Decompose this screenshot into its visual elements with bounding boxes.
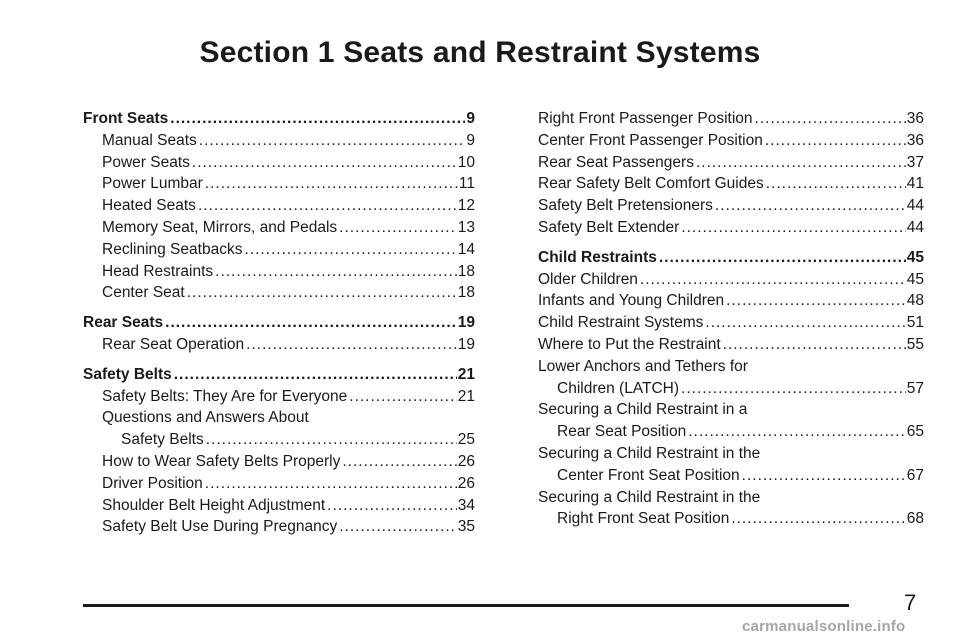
toc-entry-continuation[interactable] [538,421,924,443]
section-title: Section 1 Seats and Restraint Systems [199,36,761,69]
toc-page: 45 [906,248,924,266]
toc-page: 35 [457,518,475,536]
toc-entry[interactable] [538,173,924,195]
toc-entry[interactable] [83,239,475,261]
toc-label: Rear Seat Operation [102,335,245,353]
toc-entry-line[interactable]: Securing a Child Restraint in the [538,444,761,462]
toc-label: Rear Seats [83,314,164,332]
toc-entry-line[interactable]: Lower Anchors and Tethers for [538,357,748,375]
toc-page: 18 [457,284,475,302]
toc-label: Driver Position [102,474,203,492]
toc-heading[interactable] [83,108,475,130]
toc-entry-line[interactable]: Securing a Child Restraint in the [538,488,761,506]
toc-label: Reclining Seatbacks [102,240,243,258]
toc-entry-line[interactable]: Questions and Answers About [102,409,309,427]
toc-entry[interactable] [83,334,475,356]
toc-page: 21 [457,365,475,383]
toc-entry[interactable] [538,312,924,334]
toc-page: 18 [457,262,475,280]
toc-page: 65 [906,423,924,441]
toc-entry[interactable] [83,473,475,495]
toc-entry[interactable] [83,195,475,217]
toc-entry-continuation[interactable] [538,508,924,530]
toc-label: Center Seat [102,284,185,302]
toc-label: Shoulder Belt Height Adjustment [102,496,326,514]
toc-entry-line[interactable]: Securing a Child Restraint in a [538,401,748,419]
toc-label: Safety Belt Use During Pregnancy [102,518,338,536]
toc-entry[interactable] [538,152,924,174]
toc-entry[interactable] [83,386,475,408]
toc-entry[interactable] [83,130,475,152]
toc-label: How to Wear Safety Belts Properly [102,452,341,470]
toc-label: Heated Seats [102,197,196,215]
toc-label: Safety Belt Extender [538,218,680,236]
toc-label: Front Seats [83,110,169,127]
toc-label: Manual Seats [102,131,197,149]
toc-label: Children (LATCH) [557,379,680,397]
toc-entry-continuation[interactable] [538,378,924,400]
toc-heading[interactable] [83,312,475,334]
toc-page: 21 [457,387,475,405]
toc-label: Rear Seat Position [557,423,687,441]
toc-page: 19 [457,335,475,353]
toc-page: 51 [906,314,924,332]
toc-label: Center Front Passenger Position [538,131,763,149]
toc-page: 9 [466,131,475,149]
page-number: 7 [904,590,917,615]
toc-page: 55 [906,335,924,353]
toc-entry-continuation[interactable] [538,465,924,487]
toc-label: Power Lumbar [102,175,203,193]
toc-entry[interactable] [538,269,924,291]
toc-page: 48 [906,292,924,310]
toc-entry[interactable] [83,516,475,538]
toc-label: Power Seats [102,153,190,171]
toc-page: 68 [906,510,924,528]
toc-label: Center Front Seat Position [557,466,740,484]
toc-page: 45 [906,270,924,288]
toc-label: Older Children [538,270,638,288]
toc-page: 11 [458,175,475,193]
toc-label: Memory Seat, Mirrors, and Pedals [102,218,338,236]
toc-page: 25 [457,431,475,449]
toc-label: Rear Safety Belt Comfort Guides [538,175,764,193]
toc-entry[interactable] [83,152,475,174]
toc-entry-continuation[interactable] [83,429,475,451]
toc-label: Infants and Young Children [538,292,725,310]
toc-page: 14 [457,240,475,258]
toc-heading[interactable] [83,364,475,386]
toc-page: 13 [457,218,475,236]
toc-page: 44 [906,197,924,215]
toc-label: Safety Belt Pretensioners [538,197,713,215]
toc-entry[interactable] [538,334,924,356]
toc-entry[interactable] [83,451,475,473]
toc-entry[interactable] [83,282,475,304]
toc-page: 67 [906,466,924,484]
toc-entry[interactable] [538,130,924,152]
toc-page: 12 [457,197,475,215]
toc-heading[interactable] [538,247,924,269]
toc-entry[interactable] [538,290,924,312]
toc-page: 9 [466,110,475,127]
toc-label: Rear Seat Passengers [538,153,694,171]
toc-label: Safety Belts: They Are for Everyone [102,387,348,405]
toc-column-left [83,108,475,538]
toc-page: 36 [906,131,924,149]
toc-page: 34 [457,496,475,514]
toc-label: Safety Belts [121,431,204,449]
toc-page: 26 [457,474,475,492]
toc-page: 26 [457,452,475,470]
toc-label: Right Front Seat Position [557,510,730,528]
toc-entry[interactable] [538,217,924,239]
toc-entry[interactable] [83,173,475,195]
toc-page: 37 [906,153,924,171]
toc-page: 41 [906,175,924,193]
watermark: carmanualsonline.info [742,618,906,635]
toc-entry[interactable] [538,195,924,217]
toc-entry[interactable] [83,495,475,517]
toc-page: 44 [906,218,924,236]
toc-page: 57 [906,379,924,397]
toc-label: Right Front Passenger Position [538,110,753,127]
toc-column-right [538,108,924,530]
footer-rule [83,604,849,607]
toc-page: 19 [457,314,475,332]
toc-page: 10 [457,153,475,171]
toc-entry[interactable] [83,217,475,239]
toc-label: Safety Belts [83,365,172,383]
toc-label: Child Restraint Systems [538,314,704,332]
toc-entry[interactable] [83,261,475,283]
toc-label: Head Restraints [102,262,214,280]
toc-label: Child Restraints [538,248,657,266]
toc-label: Where to Put the Restraint [538,335,721,353]
toc-entry[interactable] [538,108,924,130]
toc-page: 36 [906,110,924,127]
